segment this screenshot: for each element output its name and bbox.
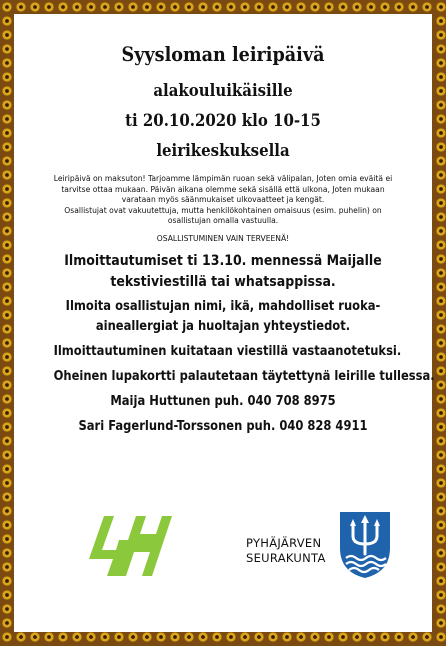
audience-line: alakouluikäisille bbox=[153, 81, 293, 101]
info-line: Osallistujat ovat vakuutettuja, mutta henkilökohtainen omaisuus (esim. puhelin) on bbox=[64, 205, 382, 215]
parish-name bbox=[246, 536, 326, 566]
info-line: varataan myös säänmukaiset ulkovaatteet ja kengät. bbox=[121, 195, 325, 204]
parish-shield-icon bbox=[338, 510, 392, 580]
info-line: osallistujan omalla vastuulla. bbox=[167, 216, 279, 225]
registration-section bbox=[26, 250, 435, 437]
parish-name-line2: SEURAKUNTA bbox=[246, 551, 326, 565]
datetime-line: ti 20.10.2020 klo 10-15 bbox=[125, 111, 321, 131]
fourh-logo-icon bbox=[86, 516, 176, 576]
contact-maija: Maija Huttunen puh. 040 708 8975 bbox=[110, 393, 336, 409]
info-line: tarvitse ottaa mukaan. Päivän aikana olemme sekä sisällä että ulkona, Joten mukaan bbox=[61, 184, 385, 194]
info-line: Leiripäivä on maksuton! Tarjoamme lämpimän ruoan sekä välipalan, Joten omia eväitä ei bbox=[53, 174, 393, 183]
place-line: leirikeskuksella bbox=[156, 141, 290, 161]
registration-line: Oheinen lupakortti palautetaan täytettynä leirille tullessa. bbox=[53, 368, 435, 384]
poster-sheet bbox=[14, 14, 435, 632]
logo-row bbox=[14, 500, 432, 590]
contact-sari: Sari Fagerlund-Torssonen puh. 040 828 4911 bbox=[78, 418, 368, 434]
registration-line: tekstiviestillä tai whatsappissa. bbox=[110, 272, 336, 290]
poster-title: Syysloman leiripäivä bbox=[121, 42, 325, 66]
registration-line: Ilmoittautuminen kuitataan viestillä vastaanotetuksi. bbox=[53, 343, 402, 359]
registration-line: Ilmoittautumiset ti 13.10. mennessä Maijalle bbox=[64, 251, 382, 269]
registration-line: Ilmoita osallistujan nimi, ikä, mahdolliset ruoka- bbox=[65, 298, 381, 314]
health-note: OSALLISTUMINEN VAIN TERVEENÄ! bbox=[156, 233, 290, 243]
parish-logo bbox=[246, 510, 426, 590]
info-paragraph bbox=[30, 174, 416, 227]
registration-line: aineallergiat ja huoltajan yhteystiedot. bbox=[95, 318, 351, 334]
parish-name-line1: PYHÄJÄRVEN bbox=[246, 536, 322, 550]
